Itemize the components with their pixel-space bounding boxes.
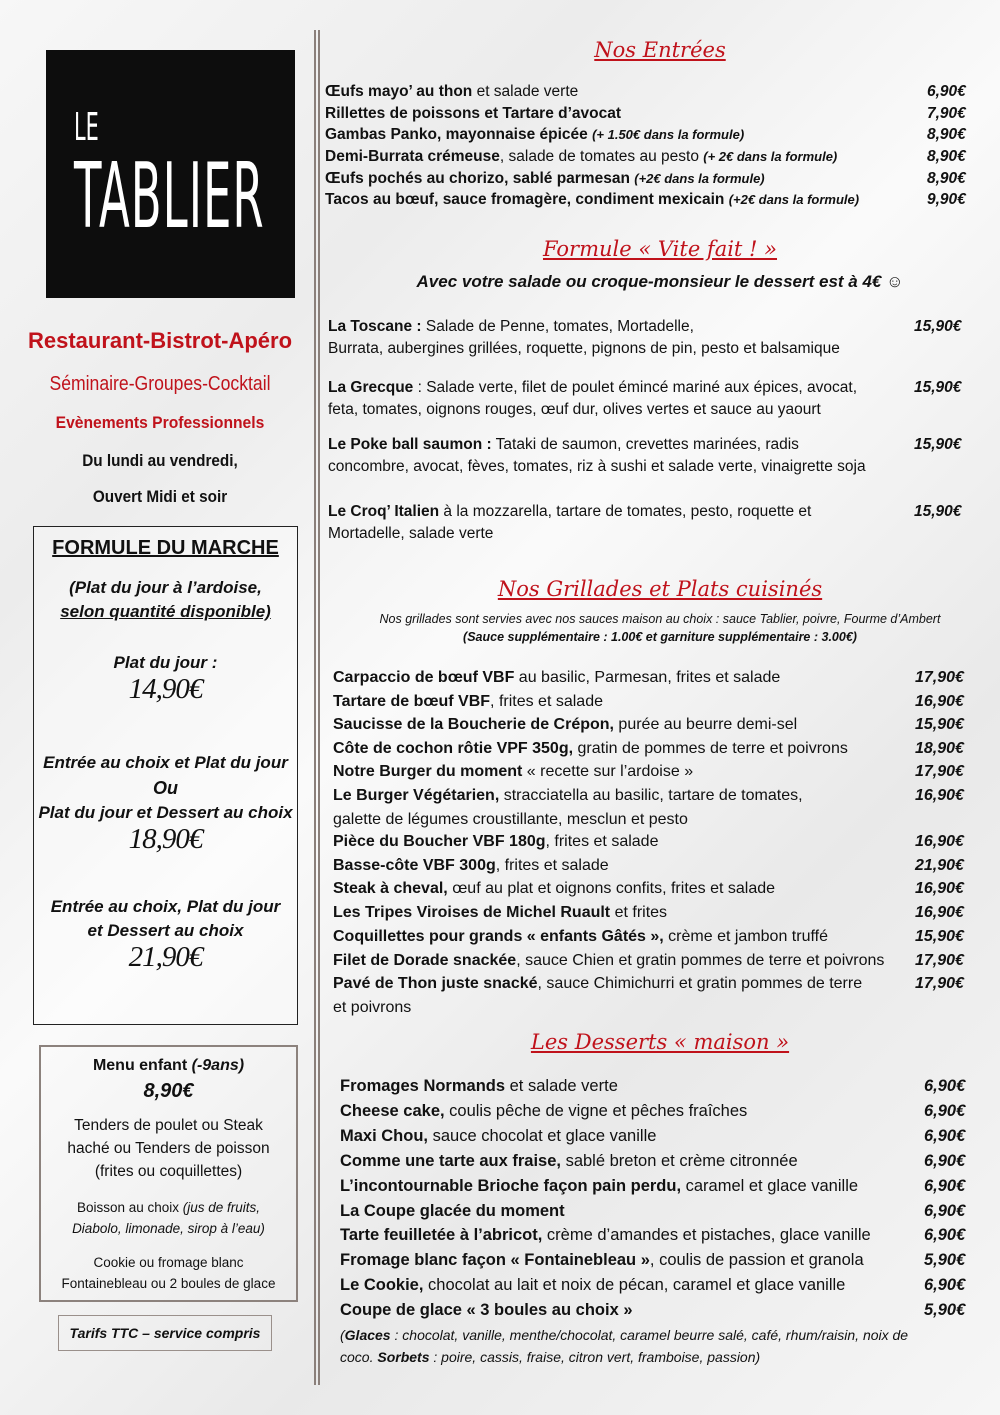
logo-le: LE <box>74 105 99 149</box>
item-name: Coquillettes pour grands « enfants Gâtés », <box>333 927 664 945</box>
menu-item <box>333 949 964 973</box>
item-description-2: galette de légumes croustillante, mesclun et pesto <box>333 810 688 828</box>
item-name: Fromages Normands <box>340 1077 506 1095</box>
item-description: sauce chocolat et glace vanille <box>428 1126 657 1145</box>
item-price: 21,90€ <box>915 856 964 874</box>
item-description: chocolat au lait et noix de pécan, caramel et glace vanille <box>423 1276 846 1295</box>
opening-hours: Ouvert Midi et soir <box>92 487 228 506</box>
menu-item <box>325 169 966 189</box>
item-name: Œufs pochés au chorizo, sablé parmesan <box>325 170 635 187</box>
item-description: Tataki de saumon, crevettes marinées, radis <box>491 436 799 453</box>
menu-item-text <box>340 1150 798 1172</box>
item-name: Œufs mayo’ au thon <box>325 83 477 100</box>
tagline-restaurant: Restaurant-Bistrot-Apéro <box>27 328 293 353</box>
item-price: 18,90€ <box>915 740 964 757</box>
option3-line2: et Dessert au choix <box>87 921 244 940</box>
plat-du-jour-price: 14,90€ <box>128 673 203 705</box>
menu-enfant-age: (-9ans) <box>191 1057 245 1074</box>
menu-item-text <box>328 316 840 338</box>
item-description: : Salade verte, filet de poulet émincé mariné aux épices, avocat, <box>413 379 857 396</box>
tagline-evenements: Evènements Professionnels <box>55 413 265 432</box>
column-divider <box>314 30 320 1385</box>
item-name: Demi-Burrata crémeuse <box>325 148 500 165</box>
item-description: crème d’amandes et pistaches, glace vanille <box>542 1226 871 1245</box>
menu-item-text <box>340 1100 747 1122</box>
item-price: 15,90€ <box>915 927 964 945</box>
grillades-supplement: (Sauce supplémentaire : 1.00€ et garniture supplémentaire : 3.00€) <box>463 630 857 644</box>
item-description: à la mozzarella, tartare de tomates, pesto, roquette et <box>439 503 812 520</box>
menu-item-text <box>333 830 658 854</box>
item-name: Notre Burger du moment <box>333 763 523 780</box>
menu-item <box>340 1175 966 1197</box>
menu-item-text <box>333 877 775 901</box>
item-price: 16,90€ <box>915 880 964 898</box>
item-price: 17,90€ <box>915 975 964 993</box>
menu-item-text <box>325 190 859 210</box>
item-description-2: feta, tomates, oignons rouges, œuf dur, olives vertes et sauce au yaourt <box>328 401 821 418</box>
item-price: 6,90€ <box>927 83 966 100</box>
sorbets-list: : poire, cassis, fraise, citron vert, framboise, passion) <box>429 1349 761 1365</box>
menu-item <box>325 147 966 167</box>
item-price: 9,90€ <box>927 191 966 208</box>
menu-item <box>333 877 964 901</box>
glaces-list-end: coco. <box>340 1349 378 1365</box>
menu-enfant-price: 8,90€ <box>143 1080 194 1102</box>
item-description-2: et poivrons <box>333 998 412 1016</box>
drink-options-2: Diabolo, limonade, sirop à l’eau) <box>72 1221 265 1236</box>
item-price: 15,90€ <box>914 503 962 520</box>
item-price: 16,90€ <box>915 833 964 850</box>
menu-item-text <box>328 434 866 456</box>
menu-item-text <box>333 784 803 808</box>
menu-item-text <box>333 737 848 761</box>
menu-item <box>333 760 964 784</box>
item-name: Saucisse de la Boucherie de Crépon, <box>333 716 614 733</box>
formule-sub2: selon quantité disponible) <box>60 602 271 621</box>
item-price: 16,90€ <box>915 904 964 922</box>
menu-item-text <box>333 690 603 714</box>
menu-item-text <box>340 1200 565 1222</box>
menu-item <box>340 1150 966 1172</box>
menu-item-text <box>333 925 828 949</box>
menu-item-text <box>340 1224 871 1246</box>
menu-item <box>340 1200 966 1222</box>
menu-item <box>333 854 964 878</box>
menu-item-text <box>340 1249 864 1271</box>
menu-item-text <box>333 949 884 973</box>
menu-item <box>325 104 966 124</box>
option3-line1: Entrée au choix, Plat du jour <box>50 897 281 916</box>
item-description: œuf au plat et oignons confits, frites et salade <box>447 880 776 898</box>
item-price: 6,90€ <box>924 1101 966 1120</box>
heading-vite-fait: Formule « Vite fait ! » <box>542 237 778 261</box>
menu-enfant-line: Tenders de poulet ou Steak <box>74 1117 263 1134</box>
item-name: Tacos au bœuf, sauce fromagère, condiment mexicain <box>325 191 729 208</box>
item-price: 16,90€ <box>915 693 964 710</box>
menu-item-text <box>325 104 621 124</box>
item-price: 5,90€ <box>924 1301 966 1320</box>
menu-item <box>333 925 964 949</box>
item-name: La Grecque <box>328 379 414 396</box>
item-price: 17,90€ <box>915 669 964 686</box>
item-name: Basse-côte VBF 300g <box>333 856 496 874</box>
item-name: Maxi Chou, <box>340 1126 429 1145</box>
menu-item <box>333 690 964 714</box>
menu-item-text <box>328 377 857 399</box>
menu-enfant-drink <box>41 1200 296 1215</box>
item-price: 15,90€ <box>914 318 962 335</box>
item-description: gratin de pommes de terre et poivrons <box>573 740 848 757</box>
menu-item <box>333 666 964 690</box>
menu-item <box>328 434 962 478</box>
menu-item-text <box>328 501 811 523</box>
drink-options: (jus de fruits, <box>182 1200 261 1215</box>
item-name: Tarte feuilletée à l’abricot, <box>340 1226 543 1245</box>
item-name: La Toscane : <box>328 318 422 335</box>
item-price: 17,90€ <box>915 951 964 969</box>
item-name: Pièce du Boucher VBF 180g <box>333 833 546 850</box>
menu-item <box>328 316 962 360</box>
menu-item <box>333 972 964 1019</box>
item-price: 7,90€ <box>927 105 966 122</box>
menu-item <box>340 1075 966 1097</box>
menu-item-text <box>325 82 578 102</box>
item-name: Le Croq’ Italien <box>328 503 440 520</box>
item-price: 17,90€ <box>915 763 964 780</box>
opening-days: Du lundi au vendredi, <box>82 451 238 470</box>
item-description: sablé breton et crème citronnée <box>561 1151 798 1170</box>
item-name: Gambas Panko, mayonnaise épicée <box>325 126 593 143</box>
item-name: Carpaccio de bœuf VBF <box>333 669 515 686</box>
menu-item <box>340 1224 966 1246</box>
glaces-list: : chocolat, vanille, menthe/chocolat, caramel beurre salé, café, rhum/raisin, noix de <box>390 1327 909 1343</box>
item-description: , sauce Chimichurri et gratin pommes de terre <box>537 975 863 993</box>
menu-item-text <box>333 854 609 878</box>
menu-item-text <box>325 169 765 189</box>
option2-line2: Plat du jour et Dessert au choix <box>38 803 293 822</box>
menu-item-text <box>333 901 667 925</box>
item-price: 16,90€ <box>915 787 964 804</box>
item-description: au basilic, Parmesan, frites et salade <box>514 669 781 686</box>
menu-item-text <box>333 972 862 996</box>
option3-price: 21,90€ <box>128 941 203 973</box>
item-name: Fromage blanc façon « Fontainebleau » <box>340 1251 650 1270</box>
item-name: L’incontournable Brioche façon pain perdu, <box>340 1176 682 1195</box>
item-note: (+ 2€ dans la formule) <box>703 149 838 164</box>
menu-item <box>333 713 964 737</box>
item-price: 8,90€ <box>927 170 966 187</box>
item-description: , frites et salade <box>495 856 609 874</box>
item-name: Les Tripes Viroises de Michel Ruault <box>333 904 611 922</box>
item-price: 6,90€ <box>924 1226 966 1245</box>
item-name: Rillettes de poissons et Tartare d’avocat <box>325 105 622 122</box>
heading-grillades: Nos Grillades et Plats cuisinés <box>497 577 823 601</box>
menu-item <box>325 82 966 102</box>
menu-item-text <box>340 1299 633 1321</box>
logo <box>46 50 295 298</box>
item-price: 6,90€ <box>924 1276 966 1295</box>
menu-item <box>325 190 966 210</box>
item-name: Filet de Dorade snackée <box>333 951 517 969</box>
menu-item <box>333 830 964 854</box>
menu-item <box>333 901 964 925</box>
item-description: et salade verte <box>476 83 579 100</box>
item-price: 15,90€ <box>914 436 962 453</box>
menu-enfant-title <box>41 1057 296 1075</box>
plat-du-jour-label: Plat du jour : <box>113 653 218 672</box>
glaces-label: Glaces <box>344 1327 391 1343</box>
item-name: Le Cookie, <box>340 1276 424 1295</box>
menu-enfant-line: (frites ou coquillettes) <box>94 1163 243 1180</box>
menu-item-text <box>325 147 837 167</box>
item-price: 15,90€ <box>914 379 962 396</box>
item-description: , sauce Chien et gratin pommes de terre et poivrons <box>516 951 885 969</box>
item-name: Cheese cake, <box>340 1101 445 1120</box>
item-note: (+2€ dans la formule) <box>728 192 860 207</box>
item-description: coulis pêche de vigne et pêches fraîches <box>444 1101 748 1120</box>
item-description: et salade verte <box>505 1077 618 1095</box>
item-name: Pavé de Thon juste snacké <box>333 975 538 993</box>
item-price: 6,90€ <box>924 1126 966 1145</box>
menu-enfant-box <box>39 1045 298 1302</box>
menu-item <box>340 1125 966 1147</box>
menu-item <box>340 1299 966 1321</box>
item-price: 6,90€ <box>924 1176 966 1195</box>
formule-marche-box <box>33 526 298 1025</box>
item-name: La Coupe glacée du moment <box>340 1201 565 1220</box>
menu-item <box>333 784 964 831</box>
item-description: « recette sur l’ardoise » <box>522 763 694 780</box>
menu-item <box>325 125 966 145</box>
item-description: , coulis de passion et granola <box>649 1251 864 1270</box>
option2-or: Ou <box>153 778 178 798</box>
item-description: stracciatella au basilic, tartare de tomates, <box>499 787 803 804</box>
dessert-line: Cookie ou fromage blanc <box>93 1255 244 1270</box>
item-description: et frites <box>610 904 668 922</box>
item-description-2: Burrata, aubergines grillées, roquette, pignons de pin, pesto et balsamique <box>328 340 840 357</box>
menu-item <box>333 737 964 761</box>
sorbets-label: Sorbets <box>377 1349 430 1365</box>
item-name: Comme une tarte aux fraise, <box>340 1151 561 1170</box>
item-name: Tartare de bœuf VBF <box>333 693 491 710</box>
item-description: purée au beurre demi-sel <box>613 716 798 733</box>
item-description: , salade de tomates au pesto <box>499 148 704 165</box>
item-description: crème et jambon truffé <box>663 927 828 945</box>
item-description-2: Mortadelle, salade verte <box>328 525 494 542</box>
item-name: Le Burger Végétarien, <box>333 787 500 804</box>
menu-item-text <box>333 713 797 737</box>
item-name: Le Poke ball saumon : <box>328 436 492 453</box>
menu-item <box>340 1274 966 1296</box>
item-price: 6,90€ <box>924 1077 966 1095</box>
grillades-note: Nos grillades sont servies avec nos sauces maison au choix : sauce Tablier, poivre, Fourme d’Ambert <box>379 612 941 626</box>
tarifs-note: Tarifs TTC – service compris <box>58 1315 272 1351</box>
vite-fait-subtitle: Avec votre salade ou croque-monsieur le dessert est à 4€ ☺ <box>416 272 904 291</box>
item-price: 5,90€ <box>924 1251 966 1270</box>
menu-item-text <box>333 760 693 784</box>
menu-item <box>328 377 962 421</box>
menu-item <box>340 1249 966 1271</box>
menu-item-text <box>340 1274 845 1296</box>
menu-item-text <box>340 1125 656 1147</box>
logo-tablier: TABLIER <box>74 144 265 249</box>
menu-item-text <box>333 666 780 690</box>
menu-item <box>328 501 962 545</box>
option2-line1: Entrée au choix et Plat du jour <box>43 753 288 772</box>
item-note: (+ 1.50€ dans la formule) <box>592 127 745 142</box>
menu-enfant-label: Menu enfant <box>92 1057 192 1074</box>
item-price: 15,90€ <box>915 716 964 733</box>
formule-title: FORMULE DU MARCHE <box>52 537 279 559</box>
item-description: , frites et salade <box>490 693 603 710</box>
item-name: Coupe de glace « 3 boules au choix » <box>340 1301 633 1320</box>
item-description: Salade de Penne, tomates, Mortadelle, <box>421 318 694 335</box>
item-price: 8,90€ <box>927 148 966 165</box>
tagline-seminaire: Séminaire-Groupes-Cocktail <box>49 373 271 395</box>
item-note: (+2€ dans la formule) <box>634 171 765 186</box>
item-description-2: concombre, avocat, fèves, tomates, riz à sushi et salade verte, vinaigrette soja <box>328 458 866 475</box>
formule-sub1: (Plat du jour à l’ardoise, <box>69 578 262 597</box>
option2-price: 18,90€ <box>128 823 203 855</box>
menu-item-text <box>340 1075 618 1097</box>
item-description: caramel et glace vanille <box>681 1176 859 1195</box>
heading-entrees: Nos Entrées <box>594 38 726 62</box>
item-name: Côte de cochon rôtie VPF 350g, <box>333 740 574 757</box>
menu-item-text <box>325 125 744 145</box>
menu-item-text <box>340 1175 858 1197</box>
glaces-note: (Glaces : chocolat, vanille, menthe/chocolat, caramel beurre salé, café, rhum/raisin, noix de coco. Sorbets : poire, cassis, fraise, citron vert, framboise, passion) <box>340 1327 909 1365</box>
item-description: , frites et salade <box>545 833 659 850</box>
item-price: 6,90€ <box>924 1201 966 1220</box>
drink-label: Boisson au choix <box>76 1200 183 1215</box>
heading-desserts: Les Desserts « maison » <box>530 1030 790 1054</box>
dessert-line: Fontainebleau ou 2 boules de glace <box>61 1276 276 1291</box>
menu-enfant-line: haché ou Tenders de poisson <box>67 1140 270 1157</box>
item-price: 8,90€ <box>927 126 966 143</box>
menu-item <box>340 1100 966 1122</box>
item-name: Steak à cheval, <box>333 880 448 898</box>
item-price: 6,90€ <box>924 1151 966 1170</box>
